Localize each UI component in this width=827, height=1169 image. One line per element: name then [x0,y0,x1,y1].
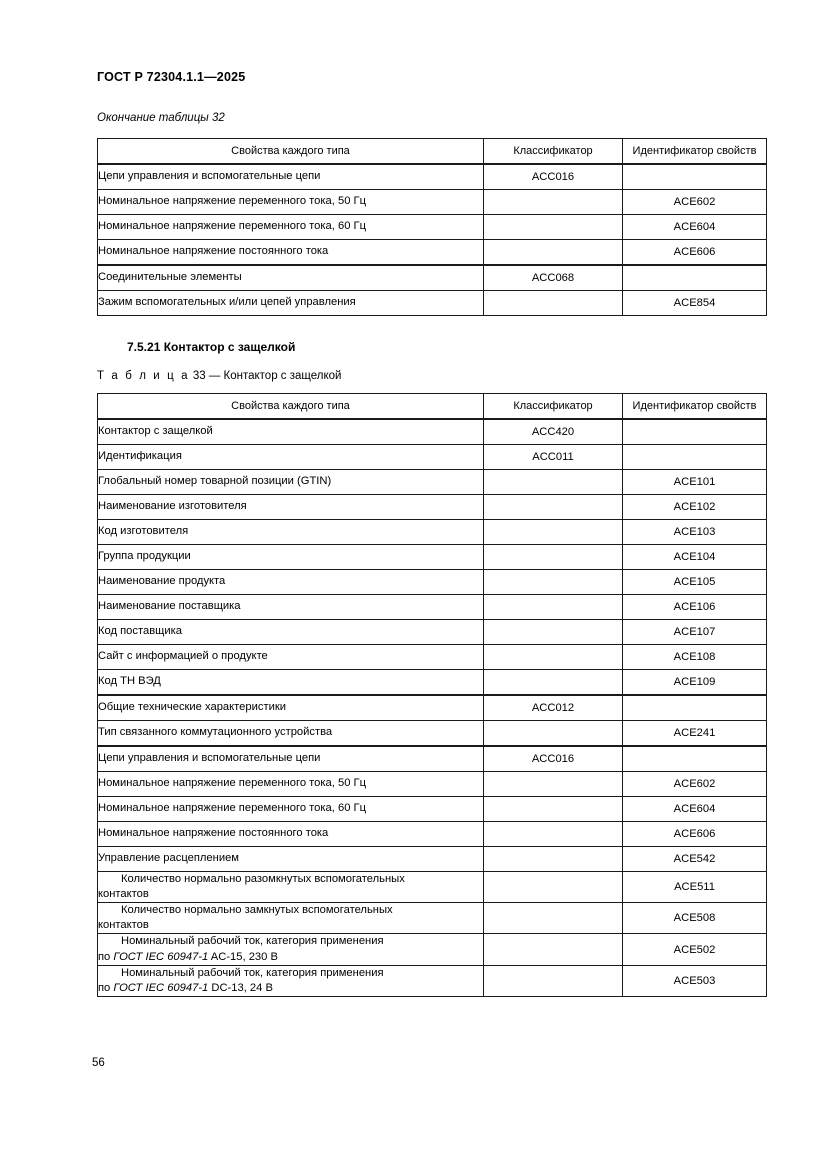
cell-classifier [484,772,623,797]
table-row [98,164,767,190]
table-row [98,445,767,470]
table-row [98,265,767,291]
table-row [98,570,767,595]
cell-property: Контактор с защелкой [98,419,484,445]
cell-classifier [484,721,623,747]
column-header-classifier: Классификатор [484,394,623,420]
cell-classifier [484,495,623,520]
table-row [98,595,767,620]
table-row [98,291,767,316]
cell-property-line-1: Количество нормально замкнутых вспомогательных [121,904,393,917]
document-header-standard-number: ГОСТ Р 72304.1.1—2025 [97,70,246,84]
cell-identifier: ACE854 [623,291,767,316]
cell-property: Номинальное напряжение переменного тока, 60 Гц [98,215,484,240]
cell-classifier [484,470,623,495]
cell-classifier [484,670,623,696]
cell-property-line-1: Номинальный рабочий ток, категория применения [121,966,384,979]
cell-property: Цепи управления и вспомогательные цепи [98,746,484,772]
cell-property: Номинальное напряжение переменного тока, 60 Гц [98,797,484,822]
table-32-header [98,139,767,165]
table-row [98,903,767,934]
table-32-continuation-caption: Окончание таблицы 32 [97,112,225,124]
cell-identifier: ACE542 [623,847,767,872]
table-header-row [98,139,767,165]
cell-property [98,965,484,996]
table-row [98,215,767,240]
cell-classifier [484,190,623,215]
table-row [98,965,767,996]
cell-property: Идентификация [98,445,484,470]
cell-property: Код поставщика [98,620,484,645]
cell-identifier: ACE503 [623,965,767,996]
table-row [98,872,767,903]
cell-property-line-1: Номинальный рабочий ток, категория применения [121,935,384,948]
cell-identifier: ACE604 [623,797,767,822]
cell-property: Номинальное напряжение постоянного тока [98,822,484,847]
cell-identifier: ACE106 [623,595,767,620]
column-header-property: Свойства каждого типа [98,139,484,165]
cell-classifier [484,645,623,670]
cell-classifier [484,965,623,996]
table-row [98,746,767,772]
cell-identifier: ACE511 [623,872,767,903]
cell-classifier [484,822,623,847]
cell-identifier: ACE502 [623,934,767,965]
table-caption-number: 33 [192,370,206,382]
cell-identifier: ACE109 [623,670,767,696]
table-row [98,645,767,670]
cell-property: Группа продукции [98,545,484,570]
referenced-standard: ГОСТ IEC 60947-1 [113,950,209,963]
table-row [98,470,767,495]
cell-classifier [484,595,623,620]
table-33-header [98,394,767,420]
table-row [98,847,767,872]
column-header-identifier: Идентификатор свойств [623,139,767,165]
cell-classifier: ACC420 [484,419,623,445]
cell-classifier [484,520,623,545]
cell-property: Управление расцеплением [98,847,484,872]
cell-classifier [484,291,623,316]
cell-property: Соединительные элементы [98,265,484,291]
cell-classifier [484,872,623,903]
cell-property-line-2: по ГОСТ IEC 60947-1 DC-13, 24 В [98,981,273,994]
cell-classifier [484,240,623,266]
cell-property: Наименование поставщика [98,595,484,620]
page-number: 56 [92,1057,105,1069]
column-header-property: Свойства каждого типа [98,394,484,420]
cell-property: Номинальное напряжение переменного тока, 50 Гц [98,772,484,797]
cell-identifier: ACE606 [623,240,767,266]
cell-property: Тип связанного коммутационного устройства [98,721,484,747]
table-caption-label: Т а б л и ц а [97,370,190,382]
table-33-body [98,419,767,996]
cell-classifier [484,545,623,570]
table-row [98,695,767,721]
cell-identifier [623,445,767,470]
column-header-classifier: Классификатор [484,139,623,165]
cell-identifier: ACE105 [623,570,767,595]
table-32 [97,138,767,316]
table-32-body [98,164,767,316]
cell-identifier: ACE103 [623,520,767,545]
cell-identifier: ACE602 [623,772,767,797]
cell-classifier: ACC016 [484,164,623,190]
table-row [98,934,767,965]
table-row [98,620,767,645]
cell-classifier [484,570,623,595]
cell-property: Зажим вспомогательных и/или цепей управления [98,291,484,316]
cell-property: Код ТН ВЭД [98,670,484,696]
table-33-caption [97,370,341,382]
table-row [98,520,767,545]
table-row [98,495,767,520]
table-row [98,240,767,266]
cell-property [98,872,484,903]
cell-property-line-2: контактов [98,888,149,901]
column-header-identifier: Идентификатор свойств [623,394,767,420]
table-row [98,419,767,445]
cell-property-line-1: Количество нормально разомкнутых вспомогательных [121,873,405,885]
cell-property: Общие технические характеристики [98,695,484,721]
table-caption-dash: — [208,370,221,382]
cell-property: Цепи управления и вспомогательные цепи [98,164,484,190]
cell-identifier: ACE602 [623,190,767,215]
cell-classifier: ACC011 [484,445,623,470]
cell-property: Номинальное напряжение переменного тока, 50 Гц [98,190,484,215]
cell-identifier: ACE508 [623,903,767,934]
cell-identifier: ACE102 [623,495,767,520]
section-heading-7-5-21: 7.5.21 Контактор с защелкой [127,340,296,354]
cell-identifier: ACE241 [623,721,767,747]
cell-identifier [623,419,767,445]
cell-classifier: ACC068 [484,265,623,291]
table-33 [97,393,767,997]
cell-identifier: ACE606 [623,822,767,847]
cell-identifier: ACE104 [623,545,767,570]
cell-classifier [484,797,623,822]
cell-classifier [484,903,623,934]
cell-property: Наименование изготовителя [98,495,484,520]
cell-property: Наименование продукта [98,570,484,595]
table-row [98,545,767,570]
cell-classifier [484,934,623,965]
cell-property: Глобальный номер товарной позиции (GTIN) [98,470,484,495]
cell-classifier: ACC012 [484,695,623,721]
table-caption-title: Контактор с защелкой [223,370,342,382]
table-row [98,721,767,747]
cell-classifier [484,847,623,872]
referenced-standard: ГОСТ IEC 60947-1 [113,981,209,994]
cell-identifier: ACE107 [623,620,767,645]
table-row [98,670,767,696]
cell-identifier: ACE604 [623,215,767,240]
cell-classifier: ACC016 [484,746,623,772]
cell-property: Сайт с информацией о продукте [98,645,484,670]
table-row [98,772,767,797]
cell-property-line-2: по ГОСТ IEC 60947-1 AC-15, 230 В [98,950,278,963]
cell-identifier [623,164,767,190]
cell-property [98,903,484,934]
cell-identifier: ACE101 [623,470,767,495]
table-row [98,190,767,215]
table-row [98,797,767,822]
cell-property: Код изготовителя [98,520,484,545]
cell-identifier [623,265,767,291]
cell-property: Номинальное напряжение постоянного тока [98,240,484,266]
cell-identifier: ACE108 [623,645,767,670]
cell-identifier [623,746,767,772]
cell-identifier [623,695,767,721]
cell-classifier [484,215,623,240]
table-row [98,822,767,847]
cell-property-line-2: контактов [98,919,149,932]
cell-classifier [484,620,623,645]
cell-property [98,934,484,965]
table-header-row [98,394,767,420]
